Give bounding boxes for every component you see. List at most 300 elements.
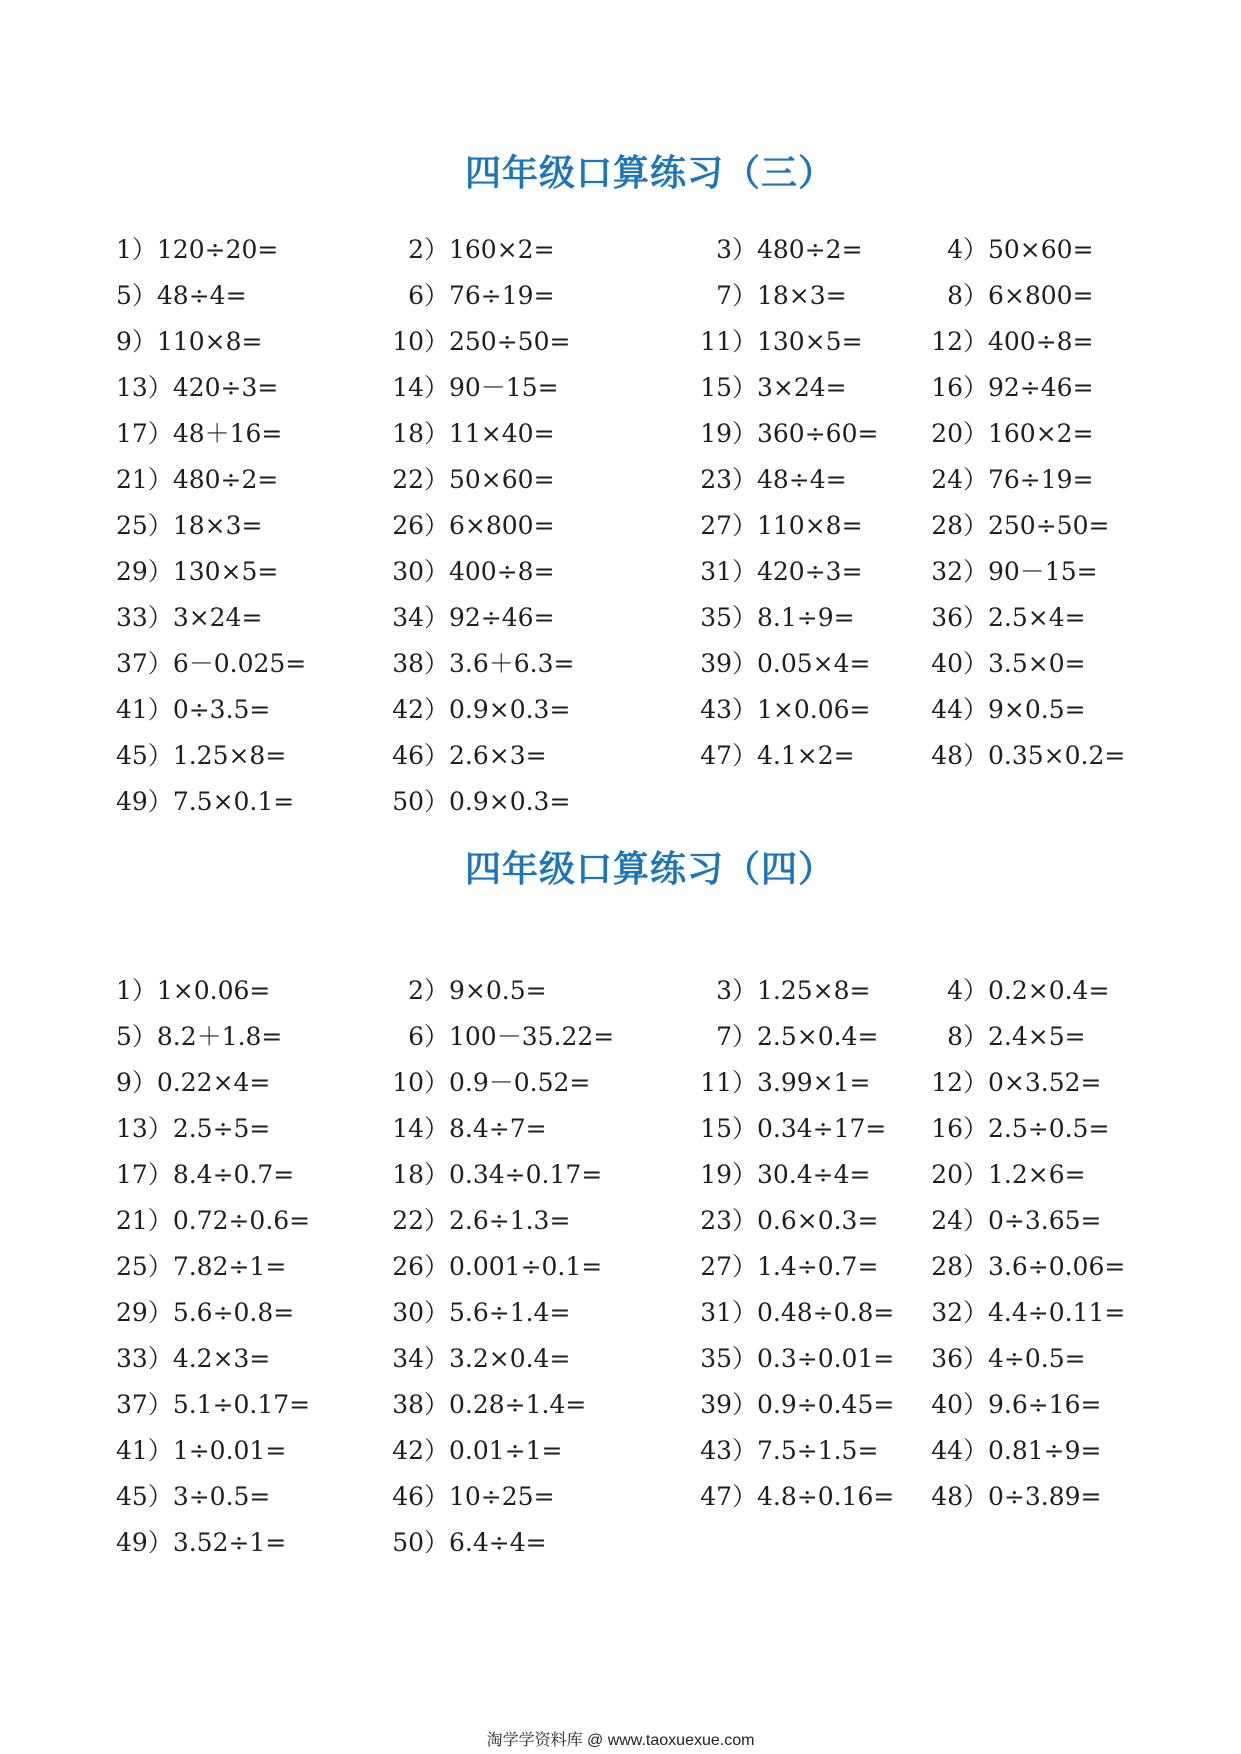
problem-item — [376, 227, 555, 273]
problem-row — [0, 1152, 1241, 1198]
problem-number: 26） — [392, 1252, 449, 1281]
problem-item — [116, 411, 282, 457]
problem-expression: 0÷3.65= — [988, 1206, 1102, 1235]
problem-number: 21） — [116, 465, 173, 494]
problem-item — [684, 1428, 878, 1474]
problem-number: 29） — [116, 557, 173, 586]
problem-number: 11） — [700, 327, 757, 356]
problem-item — [915, 1382, 1101, 1428]
problem-number: 14） — [392, 1114, 449, 1143]
problem-number: 26） — [392, 511, 449, 540]
problem-expression: 0.48÷0.8= — [757, 1298, 895, 1327]
problem-expression: 130×5= — [172, 557, 279, 586]
problem-item — [116, 503, 262, 549]
problem-number: 6） — [408, 1022, 449, 1051]
problem-expression: 9×0.5= — [988, 695, 1086, 724]
problem-item — [116, 1106, 270, 1152]
problem-expression: 92÷46= — [988, 373, 1094, 402]
problem-number: 34） — [392, 603, 449, 632]
problem-expression: 110×8= — [757, 511, 863, 540]
problem-row — [0, 1474, 1241, 1520]
problem-item — [915, 1152, 1086, 1198]
problem-row — [0, 779, 1241, 825]
problem-number: 37） — [116, 1390, 173, 1419]
problem-expression: 0÷3.89= — [988, 1482, 1102, 1511]
problem-expression: 4.1×2= — [757, 741, 855, 770]
problem-item — [684, 1014, 878, 1060]
problem-number: 39） — [700, 649, 757, 678]
problem-row — [0, 1290, 1241, 1336]
problem-number: 5） — [116, 281, 157, 310]
problem-number: 49） — [116, 787, 173, 816]
problem-expression: 30.4÷4= — [757, 1160, 871, 1189]
problem-row — [0, 503, 1241, 549]
problem-expression: 160×2= — [988, 419, 1094, 448]
problem-item — [376, 1014, 614, 1060]
problem-number: 12） — [931, 1068, 988, 1097]
problem-expression: 9×0.5= — [449, 976, 547, 1005]
problem-number: 25） — [116, 1252, 173, 1281]
problem-number: 17） — [116, 1160, 173, 1189]
problem-item — [376, 1428, 562, 1474]
problem-item — [116, 1244, 286, 1290]
problem-item — [116, 1290, 294, 1336]
problem-expression: 5.6÷0.8= — [172, 1298, 295, 1327]
problem-expression: 3.6÷0.06= — [988, 1252, 1126, 1281]
problem-expression: 1×0.06= — [156, 976, 271, 1005]
problem-number: 36） — [931, 603, 988, 632]
problem-expression: 50×60= — [449, 465, 555, 494]
problem-number: 12） — [931, 327, 988, 356]
problem-expression: 2.5÷5= — [172, 1114, 271, 1143]
problem-expression: 9.6÷16= — [988, 1390, 1102, 1419]
problem-item — [684, 411, 878, 457]
problem-number: 23） — [700, 465, 757, 494]
problem-number: 15） — [700, 373, 757, 402]
problem-grid — [0, 968, 1241, 1566]
problem-item — [376, 968, 547, 1014]
problem-item — [376, 1336, 570, 1382]
problem-number: 47） — [700, 1482, 757, 1511]
problem-item — [915, 1106, 1109, 1152]
problem-expression: 6－0.025= — [172, 649, 307, 678]
problem-number: 23） — [700, 1206, 757, 1235]
problem-item — [116, 273, 247, 319]
problem-expression: 3.6＋6.3= — [449, 649, 575, 678]
problem-item — [116, 1152, 294, 1198]
problem-item — [915, 273, 1094, 319]
footer-source-text: 淘学学资料库 @ www.taoxuexue.com — [486, 1732, 755, 1749]
problem-expression: 4.8÷0.16= — [757, 1482, 895, 1511]
problem-number: 40） — [931, 1390, 988, 1419]
problem-item — [116, 1060, 270, 1106]
problem-expression: 0×3.52= — [988, 1068, 1102, 1097]
problem-expression: 1.2×6= — [988, 1160, 1086, 1189]
problem-number: 43） — [700, 695, 757, 724]
problem-number: 29） — [116, 1298, 173, 1327]
problem-expression: 0.6×0.3= — [757, 1206, 879, 1235]
problem-expression: 8.2＋1.8= — [156, 1022, 283, 1051]
problem-item — [376, 687, 570, 733]
problem-expression: 130×5= — [757, 327, 863, 356]
problem-row — [0, 1520, 1241, 1566]
problem-expression: 400÷8= — [988, 327, 1094, 356]
problem-item — [915, 733, 1125, 779]
problem-number: 25） — [116, 511, 173, 540]
problem-row — [0, 687, 1241, 733]
problem-number: 45） — [116, 1482, 173, 1511]
problem-expression: 1.25×8= — [757, 976, 871, 1005]
problem-number: 6） — [408, 281, 449, 310]
problem-item — [376, 365, 559, 411]
problem-number: 30） — [392, 557, 449, 586]
problem-expression: 0.05×4= — [757, 649, 871, 678]
problem-item — [915, 319, 1094, 365]
problem-expression: 2.6÷1.3= — [449, 1206, 571, 1235]
problem-expression: 76÷19= — [449, 281, 555, 310]
problem-item — [915, 1014, 1086, 1060]
problem-item — [915, 968, 1109, 1014]
problem-expression: 2.5×0.4= — [757, 1022, 879, 1051]
problem-item — [116, 549, 278, 595]
problem-expression: 50×60= — [988, 235, 1094, 264]
problem-item — [684, 273, 847, 319]
problem-item — [684, 595, 855, 641]
problem-item — [915, 411, 1094, 457]
problem-item — [915, 1244, 1125, 1290]
problem-number: 39） — [700, 1390, 757, 1419]
problem-expression: 48÷4= — [156, 281, 247, 310]
problem-row — [0, 365, 1241, 411]
problem-number: 27） — [700, 1252, 757, 1281]
problem-number: 38） — [392, 649, 449, 678]
problem-number: 5） — [116, 1022, 157, 1051]
problem-expression: 4.4÷0.11= — [988, 1298, 1126, 1327]
problem-expression: 0.35×0.2= — [988, 741, 1126, 770]
problem-expression: 48÷4= — [757, 465, 847, 494]
problem-number: 48） — [931, 1482, 988, 1511]
problem-number: 24） — [931, 1206, 988, 1235]
problem-number: 24） — [931, 465, 988, 494]
problem-number: 44） — [931, 695, 988, 724]
problem-number: 13） — [116, 373, 173, 402]
problem-row — [0, 1382, 1241, 1428]
problem-item — [684, 319, 863, 365]
problem-number: 13） — [116, 1114, 173, 1143]
problem-number: 32） — [931, 557, 988, 586]
problem-item — [684, 687, 870, 733]
problem-number: 1） — [116, 976, 157, 1005]
problem-expression: 10÷25= — [449, 1482, 555, 1511]
problem-row — [0, 1244, 1241, 1290]
problem-expression: 7.5×0.1= — [172, 787, 295, 816]
problem-expression: 2.4×5= — [988, 1022, 1086, 1051]
problem-number: 49） — [116, 1528, 173, 1557]
problem-number: 18） — [392, 1160, 449, 1189]
problem-number: 7） — [716, 281, 757, 310]
problem-number: 50） — [392, 787, 449, 816]
problem-number: 4） — [947, 976, 988, 1005]
problem-number: 28） — [931, 511, 988, 540]
problem-number: 47） — [700, 741, 757, 770]
problem-expression: 250÷50= — [449, 327, 571, 356]
problem-item — [116, 1336, 270, 1382]
problem-expression: 6×800= — [449, 511, 555, 540]
problem-expression: 76÷19= — [988, 465, 1094, 494]
problem-expression: 0.2×0.4= — [988, 976, 1110, 1005]
problem-expression: 120÷20= — [156, 235, 279, 264]
problem-item — [116, 733, 286, 779]
problem-number: 16） — [931, 373, 988, 402]
problem-expression: 0.72÷0.6= — [172, 1206, 311, 1235]
problem-item — [116, 365, 278, 411]
problem-item — [684, 641, 870, 687]
problem-grid — [0, 227, 1241, 825]
problem-expression: 5.1÷0.17= — [172, 1390, 311, 1419]
problem-expression: 3.99×1= — [757, 1068, 871, 1097]
problem-item — [376, 1060, 590, 1106]
problem-item — [116, 457, 278, 503]
problem-number: 14） — [392, 373, 449, 402]
problem-number: 37） — [116, 649, 173, 678]
problem-item — [376, 1474, 555, 1520]
problem-number: 46） — [392, 741, 449, 770]
problem-item — [684, 1106, 886, 1152]
problem-item — [915, 1428, 1101, 1474]
problem-number: 9） — [116, 1068, 157, 1097]
problem-item — [376, 641, 574, 687]
problem-item — [116, 1520, 286, 1566]
problem-number: 28） — [931, 1252, 988, 1281]
problem-number: 48） — [931, 741, 988, 770]
problem-expression: 0.81÷9= — [988, 1436, 1102, 1465]
problem-expression: 4.2×3= — [172, 1344, 271, 1373]
problem-expression: 0.34÷17= — [757, 1114, 887, 1143]
problem-item — [376, 733, 547, 779]
problem-item — [376, 1290, 570, 1336]
problem-expression: 100－35.22= — [449, 1022, 615, 1051]
problem-number: 42） — [392, 1436, 449, 1465]
problem-item — [915, 227, 1094, 273]
problem-expression: 0.3÷0.01= — [757, 1344, 895, 1373]
problem-expression: 420÷3= — [757, 557, 863, 586]
problem-expression: 90－15= — [449, 373, 559, 402]
problem-number: 35） — [700, 603, 757, 632]
problem-expression: 7.82÷1= — [172, 1252, 287, 1281]
problem-number: 50） — [392, 1528, 449, 1557]
problem-item — [376, 549, 555, 595]
problem-expression: 8.4÷7= — [449, 1114, 547, 1143]
problem-item — [116, 779, 294, 825]
problem-expression: 3÷0.5= — [172, 1482, 271, 1511]
problem-row — [0, 1014, 1241, 1060]
worksheet-title: 四年级口算练习（四） — [464, 849, 835, 890]
problem-number: 42） — [392, 695, 449, 724]
problem-expression: 0÷3.5= — [172, 695, 271, 724]
problem-expression: 3×24= — [757, 373, 847, 402]
problem-number: 9） — [116, 327, 157, 356]
problem-number: 41） — [116, 1436, 173, 1465]
problem-number: 44） — [931, 1436, 988, 1465]
problem-item — [684, 1244, 878, 1290]
problem-item — [915, 457, 1094, 503]
problem-item — [376, 457, 555, 503]
problem-number: 7） — [716, 1022, 757, 1051]
problem-number: 35） — [700, 1344, 757, 1373]
problem-item — [915, 1474, 1101, 1520]
problem-item — [116, 968, 270, 1014]
problem-item — [915, 503, 1109, 549]
problem-number: 8） — [947, 281, 988, 310]
problem-expression: 1.4÷0.7= — [757, 1252, 879, 1281]
problem-number: 46） — [392, 1482, 449, 1511]
problem-number: 2） — [408, 235, 449, 264]
problem-item — [376, 1520, 547, 1566]
problem-expression: 420÷3= — [172, 373, 279, 402]
problem-expression: 0.28÷1.4= — [449, 1390, 587, 1419]
problem-expression: 480÷2= — [757, 235, 863, 264]
problem-row — [0, 1336, 1241, 1382]
problem-item — [376, 779, 570, 825]
problem-expression: 2.5×4= — [988, 603, 1086, 632]
problem-number: 38） — [392, 1390, 449, 1419]
problem-expression: 2.5÷0.5= — [988, 1114, 1110, 1143]
problem-item — [376, 319, 570, 365]
problem-item — [376, 1382, 586, 1428]
problem-expression: 92÷46= — [449, 603, 555, 632]
problem-number: 41） — [116, 695, 173, 724]
problem-item — [116, 1428, 286, 1474]
problem-number: 31） — [700, 1298, 757, 1327]
problem-expression: 400÷8= — [449, 557, 555, 586]
problem-expression: 48＋16= — [172, 419, 283, 448]
problem-item — [915, 641, 1086, 687]
problem-item — [376, 273, 555, 319]
problem-number: 8） — [947, 1022, 988, 1051]
problem-expression: 3×24= — [172, 603, 263, 632]
problem-number: 11） — [700, 1068, 757, 1097]
problem-expression: 0.9×0.3= — [449, 695, 571, 724]
problem-expression: 0.001÷0.1= — [449, 1252, 603, 1281]
problem-expression: 8.4÷0.7= — [172, 1160, 295, 1189]
problem-number: 43） — [700, 1436, 757, 1465]
problem-expression: 18×3= — [172, 511, 263, 540]
problem-item — [684, 227, 863, 273]
problem-expression: 160×2= — [449, 235, 555, 264]
problem-item — [116, 227, 278, 273]
problem-row — [0, 641, 1241, 687]
problem-expression: 2.6×3= — [449, 741, 547, 770]
problem-expression: 0.9×0.3= — [449, 787, 571, 816]
problem-row — [0, 1106, 1241, 1152]
problem-item — [684, 1474, 894, 1520]
problem-row — [0, 319, 1241, 365]
problem-item — [684, 457, 847, 503]
problem-row — [0, 1198, 1241, 1244]
problem-expression: 0.01÷1= — [449, 1436, 563, 1465]
problem-item — [116, 319, 262, 365]
problem-row — [0, 968, 1241, 1014]
problem-item — [915, 1198, 1101, 1244]
problem-item — [684, 503, 863, 549]
problem-number: 22） — [392, 1206, 449, 1235]
problem-item — [684, 549, 863, 595]
problem-number: 17） — [116, 419, 173, 448]
problem-item — [116, 687, 270, 733]
problem-number: 40） — [931, 649, 988, 678]
problem-item — [376, 595, 555, 641]
problem-expression: 250÷50= — [988, 511, 1110, 540]
problem-number: 34） — [392, 1344, 449, 1373]
problem-number: 27） — [700, 511, 757, 540]
problem-number: 15） — [700, 1114, 757, 1143]
problem-item — [684, 1198, 878, 1244]
problem-expression: 360÷60= — [757, 419, 879, 448]
problem-number: 30） — [392, 1298, 449, 1327]
problem-row — [0, 227, 1241, 273]
problem-number: 16） — [931, 1114, 988, 1143]
problem-number: 20） — [931, 1160, 988, 1189]
problem-expression: 0.9－0.52= — [449, 1068, 591, 1097]
problem-item — [915, 1060, 1101, 1106]
problem-item — [684, 1060, 870, 1106]
problem-expression: 3.2×0.4= — [449, 1344, 571, 1373]
problem-row — [0, 733, 1241, 779]
problem-item — [915, 549, 1098, 595]
problem-number: 1） — [116, 235, 157, 264]
problem-expression: 1×0.06= — [757, 695, 871, 724]
problem-number: 33） — [116, 603, 173, 632]
problem-row — [0, 549, 1241, 595]
problem-item — [116, 641, 306, 687]
problem-item — [915, 1290, 1125, 1336]
problem-item — [915, 1336, 1086, 1382]
problem-number: 31） — [700, 557, 757, 586]
problem-row — [0, 595, 1241, 641]
problem-expression: 5.6÷1.4= — [449, 1298, 571, 1327]
problem-expression: 8.1÷9= — [757, 603, 855, 632]
problem-expression: 0.34÷0.17= — [449, 1160, 603, 1189]
problem-item — [116, 1198, 310, 1244]
problem-expression: 6.4÷4= — [449, 1528, 547, 1557]
problem-number: 10） — [392, 1068, 449, 1097]
problem-number: 19） — [700, 1160, 757, 1189]
problem-number: 2） — [408, 976, 449, 1005]
problem-row — [0, 273, 1241, 319]
problem-expression: 1÷0.01= — [172, 1436, 287, 1465]
problem-number: 36） — [931, 1344, 988, 1373]
problem-row — [0, 411, 1241, 457]
problem-number: 18） — [392, 419, 449, 448]
problem-number: 3） — [716, 976, 757, 1005]
problem-expression: 4÷0.5= — [988, 1344, 1086, 1373]
problem-item — [684, 1290, 894, 1336]
problem-item — [684, 1382, 894, 1428]
problem-number: 32） — [931, 1298, 988, 1327]
problem-item — [376, 1198, 570, 1244]
problem-expression: 18×3= — [757, 281, 847, 310]
problem-number: 10） — [392, 327, 449, 356]
problem-expression: 6×800= — [988, 281, 1094, 310]
problem-number: 33） — [116, 1344, 173, 1373]
problem-expression: 3.52÷1= — [172, 1528, 287, 1557]
problem-item — [376, 1244, 602, 1290]
problem-item — [915, 595, 1086, 641]
problem-number: 4） — [947, 235, 988, 264]
problem-number: 45） — [116, 741, 173, 770]
problem-item — [915, 365, 1094, 411]
problem-item — [116, 1382, 310, 1428]
